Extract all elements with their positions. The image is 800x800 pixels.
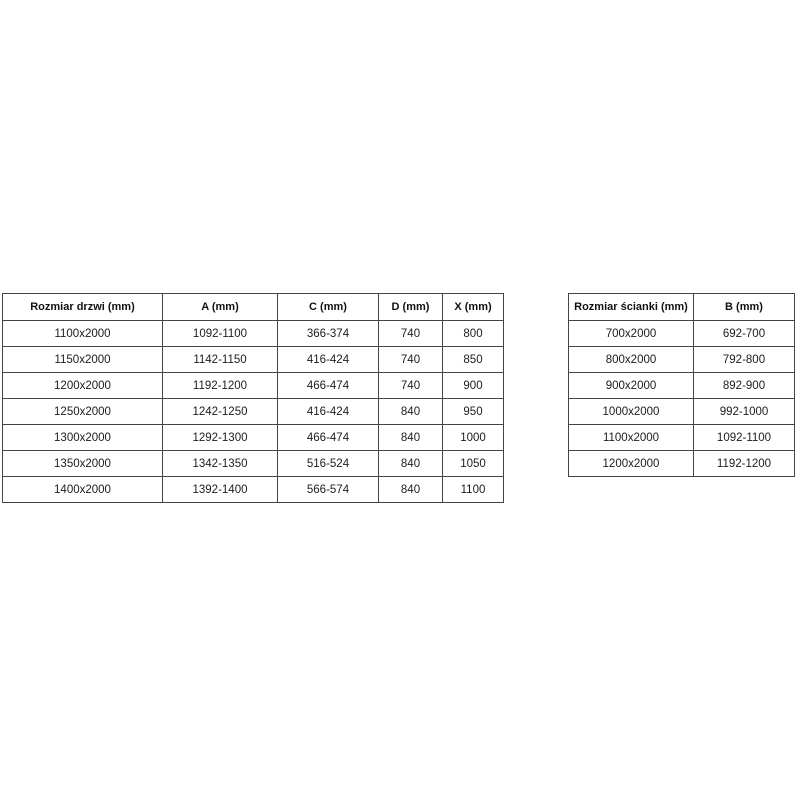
table-cell: 850 — [443, 347, 504, 373]
table-cell: 1200x2000 — [569, 451, 694, 477]
column-header: C (mm) — [278, 294, 379, 321]
column-header: Rozmiar drzwi (mm) — [3, 294, 163, 321]
table-row — [569, 451, 795, 477]
table-cell: 692-700 — [694, 321, 795, 347]
table-row — [3, 321, 504, 347]
table-cell: 900x2000 — [569, 373, 694, 399]
table-cell: 1242-1250 — [163, 399, 278, 425]
table-row — [3, 373, 504, 399]
table-cell: 1000x2000 — [569, 399, 694, 425]
column-header: D (mm) — [379, 294, 443, 321]
table-row — [569, 399, 795, 425]
table-row — [569, 347, 795, 373]
door-size-table — [2, 293, 504, 503]
table-cell: 740 — [379, 347, 443, 373]
table-cell: 740 — [379, 321, 443, 347]
table-cell: 1250x2000 — [3, 399, 163, 425]
column-header: Rozmiar ścianki (mm) — [569, 294, 694, 321]
table-cell: 566-574 — [278, 477, 379, 503]
table-cell: 1350x2000 — [3, 451, 163, 477]
table-cell: 740 — [379, 373, 443, 399]
table-cell: 416-424 — [278, 347, 379, 373]
table-cell: 1292-1300 — [163, 425, 278, 451]
table-cell: 516-524 — [278, 451, 379, 477]
table-cell: 1192-1200 — [694, 451, 795, 477]
table-cell: 992-1000 — [694, 399, 795, 425]
table-row — [3, 451, 504, 477]
table-cell: 800 — [443, 321, 504, 347]
table-row — [569, 425, 795, 451]
table-cell: 792-800 — [694, 347, 795, 373]
table-cell: 900 — [443, 373, 504, 399]
table-cell: 840 — [379, 451, 443, 477]
table-row — [3, 399, 504, 425]
table-cell: 840 — [379, 477, 443, 503]
wall-size-table — [568, 293, 795, 477]
table-row — [3, 347, 504, 373]
table-cell: 1050 — [443, 451, 504, 477]
table-cell: 950 — [443, 399, 504, 425]
table-cell: 1100x2000 — [569, 425, 694, 451]
table-cell: 416-424 — [278, 399, 379, 425]
table-cell: 1092-1100 — [694, 425, 795, 451]
table-cell: 466-474 — [278, 425, 379, 451]
table-cell: 1142-1150 — [163, 347, 278, 373]
table-cell: 1000 — [443, 425, 504, 451]
table-cell: 1300x2000 — [3, 425, 163, 451]
table-cell: 466-474 — [278, 373, 379, 399]
table-cell: 800x2000 — [569, 347, 694, 373]
table-cell: 840 — [379, 399, 443, 425]
table-header-row — [569, 294, 795, 321]
table-cell: 1342-1350 — [163, 451, 278, 477]
table-cell: 1192-1200 — [163, 373, 278, 399]
table-cell: 1100 — [443, 477, 504, 503]
table-cell: 1092-1100 — [163, 321, 278, 347]
table-cell: 1100x2000 — [3, 321, 163, 347]
table-cell: 1200x2000 — [3, 373, 163, 399]
table-cell: 700x2000 — [569, 321, 694, 347]
table-cell: 892-900 — [694, 373, 795, 399]
column-header: A (mm) — [163, 294, 278, 321]
column-header: B (mm) — [694, 294, 795, 321]
column-header: X (mm) — [443, 294, 504, 321]
table-cell: 1400x2000 — [3, 477, 163, 503]
table-cell: 1392-1400 — [163, 477, 278, 503]
table-header-row — [3, 294, 504, 321]
table-row — [3, 425, 504, 451]
table-row — [3, 477, 504, 503]
table-cell: 840 — [379, 425, 443, 451]
table-cell: 1150x2000 — [3, 347, 163, 373]
table-cell: 366-374 — [278, 321, 379, 347]
table-row — [569, 321, 795, 347]
table-row — [569, 373, 795, 399]
